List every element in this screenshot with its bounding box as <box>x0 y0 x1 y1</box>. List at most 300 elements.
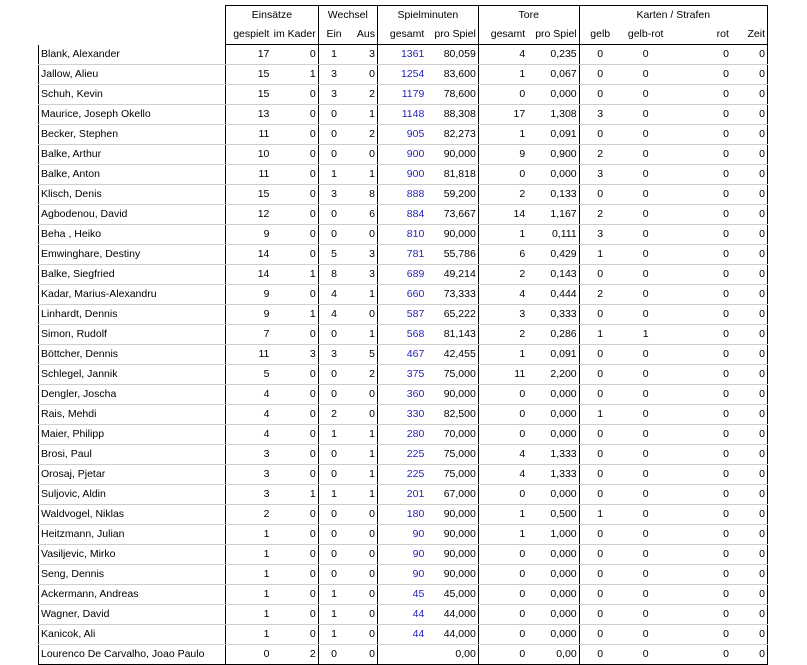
cell-minuten-pro-spiel: 55,786 <box>426 245 478 265</box>
cell-tore-pro-spiel: 0,000 <box>527 605 579 625</box>
cell-rot: 0 <box>671 105 731 125</box>
player-name: Klisch, Denis <box>39 185 226 205</box>
cell-im-kader: 0 <box>271 185 318 205</box>
cell-tore-gesamt: 0 <box>478 565 527 585</box>
player-name: Ackermann, Andreas <box>39 585 226 605</box>
cell-minuten-gesamt: 360 <box>377 385 426 405</box>
cell-minuten-pro-spiel: 82,500 <box>426 405 478 425</box>
cell-gespielt: 10 <box>226 145 272 165</box>
cell-minuten-pro-spiel: 90,000 <box>426 525 478 545</box>
cell-aus: 8 <box>349 185 377 205</box>
cell-gelb-rot: 0 <box>621 265 671 285</box>
cell-zeit: 0 <box>731 185 768 205</box>
cell-im-kader: 0 <box>271 465 318 485</box>
cell-rot: 0 <box>671 505 731 525</box>
cell-gelb: 0 <box>579 85 621 105</box>
cell-gespielt: 11 <box>226 345 272 365</box>
cell-tore-pro-spiel: 1,000 <box>527 525 579 545</box>
cell-rot: 0 <box>671 425 731 445</box>
cell-ein: 1 <box>318 45 349 65</box>
cell-minuten-pro-spiel: 0,00 <box>426 645 478 665</box>
cell-aus: 0 <box>349 385 377 405</box>
cell-tore-gesamt: 1 <box>478 345 527 365</box>
cell-tore-pro-spiel: 0,444 <box>527 285 579 305</box>
cell-im-kader: 0 <box>271 545 318 565</box>
cell-im-kader: 0 <box>271 445 318 465</box>
cell-aus: 6 <box>349 205 377 225</box>
table-row <box>39 165 768 185</box>
player-name: Brosi, Paul <box>39 445 226 465</box>
player-name: Rais, Mehdi <box>39 405 226 425</box>
cell-gelb: 0 <box>579 445 621 465</box>
player-name: Jallow, Alieu <box>39 65 226 85</box>
cell-rot: 0 <box>671 185 731 205</box>
sub-header-row <box>39 25 768 45</box>
cell-gespielt: 14 <box>226 245 272 265</box>
cell-zeit: 0 <box>731 485 768 505</box>
table-row <box>39 585 768 605</box>
cell-minuten-pro-spiel: 90,000 <box>426 385 478 405</box>
cell-im-kader: 1 <box>271 305 318 325</box>
cell-zeit: 0 <box>731 145 768 165</box>
cell-tore-gesamt: 0 <box>478 545 527 565</box>
cell-minuten-pro-spiel: 80,059 <box>426 45 478 65</box>
cell-rot: 0 <box>671 405 731 425</box>
table-row <box>39 305 768 325</box>
cell-minuten-gesamt <box>377 645 426 665</box>
cell-tore-pro-spiel: 0,000 <box>527 545 579 565</box>
cell-gelb: 3 <box>579 225 621 245</box>
cell-ein: 1 <box>318 425 349 445</box>
cell-minuten-gesamt: 781 <box>377 245 426 265</box>
header-gelb: gelb <box>579 25 621 45</box>
cell-gelb: 0 <box>579 625 621 645</box>
cell-gelb: 0 <box>579 185 621 205</box>
cell-ein: 4 <box>318 285 349 305</box>
cell-aus: 1 <box>349 325 377 345</box>
cell-im-kader: 0 <box>271 145 318 165</box>
cell-aus: 2 <box>349 85 377 105</box>
cell-im-kader: 2 <box>271 645 318 665</box>
header-ein: Ein <box>318 25 349 45</box>
cell-tore-gesamt: 11 <box>478 365 527 385</box>
cell-aus: 1 <box>349 485 377 505</box>
table-row <box>39 365 768 385</box>
cell-zeit: 0 <box>731 285 768 305</box>
cell-tore-gesamt: 1 <box>478 525 527 545</box>
player-name: Kanicok, Ali <box>39 625 226 645</box>
header-tore-pro-spiel: pro Spiel <box>527 25 579 45</box>
cell-minuten-pro-spiel: 81,143 <box>426 325 478 345</box>
cell-tore-pro-spiel: 0,000 <box>527 165 579 185</box>
cell-im-kader: 1 <box>271 265 318 285</box>
cell-gelb-rot: 0 <box>621 645 671 665</box>
cell-aus: 0 <box>349 625 377 645</box>
header-rot: rot <box>671 25 731 45</box>
cell-zeit: 0 <box>731 645 768 665</box>
cell-tore-pro-spiel: 0,111 <box>527 225 579 245</box>
cell-gelb-rot: 0 <box>621 305 671 325</box>
player-name: Schlegel, Jannik <box>39 365 226 385</box>
cell-gelb: 0 <box>579 65 621 85</box>
cell-gelb: 0 <box>579 345 621 365</box>
group-wechsel: Wechsel <box>318 6 377 26</box>
cell-im-kader: 0 <box>271 505 318 525</box>
cell-rot: 0 <box>671 525 731 545</box>
cell-tore-pro-spiel: 0,429 <box>527 245 579 265</box>
cell-rot: 0 <box>671 165 731 185</box>
cell-gelb: 0 <box>579 465 621 485</box>
cell-im-kader: 0 <box>271 605 318 625</box>
cell-minuten-gesamt: 810 <box>377 225 426 245</box>
cell-minuten-pro-spiel: 73,667 <box>426 205 478 225</box>
cell-im-kader: 3 <box>271 345 318 365</box>
cell-im-kader: 0 <box>271 45 318 65</box>
cell-tore-gesamt: 14 <box>478 205 527 225</box>
table-row <box>39 185 768 205</box>
cell-minuten-pro-spiel: 90,000 <box>426 145 478 165</box>
cell-zeit: 0 <box>731 565 768 585</box>
cell-tore-pro-spiel: 1,167 <box>527 205 579 225</box>
table-row <box>39 65 768 85</box>
cell-minuten-pro-spiel: 49,214 <box>426 265 478 285</box>
table-row <box>39 85 768 105</box>
player-name: Balke, Arthur <box>39 145 226 165</box>
cell-gelb-rot: 0 <box>621 205 671 225</box>
cell-rot: 0 <box>671 325 731 345</box>
player-name: Emwinghare, Destiny <box>39 245 226 265</box>
cell-im-kader: 0 <box>271 405 318 425</box>
cell-gelb: 0 <box>579 425 621 445</box>
cell-gespielt: 11 <box>226 125 272 145</box>
cell-ein: 0 <box>318 145 349 165</box>
cell-im-kader: 0 <box>271 285 318 305</box>
cell-tore-pro-spiel: 0,067 <box>527 65 579 85</box>
player-name: Seng, Dennis <box>39 565 226 585</box>
cell-rot: 0 <box>671 385 731 405</box>
cell-rot: 0 <box>671 125 731 145</box>
player-name: Waldvogel, Niklas <box>39 505 226 525</box>
cell-aus: 0 <box>349 565 377 585</box>
cell-zeit: 0 <box>731 545 768 565</box>
player-name: Maier, Philipp <box>39 425 226 445</box>
cell-im-kader: 0 <box>271 365 318 385</box>
cell-rot: 0 <box>671 225 731 245</box>
cell-zeit: 0 <box>731 85 768 105</box>
player-name: Agbodenou, David <box>39 205 226 225</box>
cell-im-kader: 0 <box>271 525 318 545</box>
cell-zeit: 0 <box>731 445 768 465</box>
cell-gelb: 0 <box>579 305 621 325</box>
cell-gelb: 0 <box>579 605 621 625</box>
table-row <box>39 425 768 445</box>
cell-ein: 0 <box>318 545 349 565</box>
cell-minuten-gesamt: 587 <box>377 305 426 325</box>
cell-tore-gesamt: 1 <box>478 65 527 85</box>
cell-aus: 5 <box>349 345 377 365</box>
header-gespielt: gespielt <box>226 25 272 45</box>
cell-im-kader: 0 <box>271 125 318 145</box>
cell-aus: 0 <box>349 505 377 525</box>
cell-rot: 0 <box>671 485 731 505</box>
cell-gelb-rot: 0 <box>621 485 671 505</box>
table-row <box>39 545 768 565</box>
cell-gelb-rot: 0 <box>621 185 671 205</box>
cell-minuten-pro-spiel: 75,000 <box>426 445 478 465</box>
cell-ein: 0 <box>318 205 349 225</box>
cell-gespielt: 7 <box>226 325 272 345</box>
cell-aus: 0 <box>349 585 377 605</box>
cell-aus: 3 <box>349 45 377 65</box>
cell-tore-pro-spiel: 0,000 <box>527 405 579 425</box>
player-name: Lourenco De Carvalho, Joao Paulo <box>39 645 226 665</box>
cell-im-kader: 0 <box>271 165 318 185</box>
cell-aus: 1 <box>349 285 377 305</box>
cell-tore-gesamt: 0 <box>478 625 527 645</box>
player-name: Balke, Siegfried <box>39 265 226 285</box>
cell-zeit: 0 <box>731 245 768 265</box>
player-name: Blank, Alexander <box>39 45 226 65</box>
cell-rot: 0 <box>671 45 731 65</box>
cell-gelb-rot: 0 <box>621 145 671 165</box>
cell-zeit: 0 <box>731 205 768 225</box>
header-corner <box>39 6 226 26</box>
cell-ein: 0 <box>318 225 349 245</box>
cell-tore-pro-spiel: 0,000 <box>527 585 579 605</box>
table-row <box>39 625 768 645</box>
cell-ein: 5 <box>318 245 349 265</box>
cell-rot: 0 <box>671 625 731 645</box>
group-header-row <box>39 6 768 26</box>
cell-ein: 1 <box>318 605 349 625</box>
cell-gelb-rot: 0 <box>621 545 671 565</box>
cell-minuten-pro-spiel: 67,000 <box>426 485 478 505</box>
table-row <box>39 445 768 465</box>
cell-gelb-rot: 0 <box>621 425 671 445</box>
cell-gelb-rot: 0 <box>621 525 671 545</box>
cell-zeit: 0 <box>731 105 768 125</box>
cell-gelb-rot: 0 <box>621 445 671 465</box>
cell-zeit: 0 <box>731 585 768 605</box>
cell-zeit: 0 <box>731 465 768 485</box>
cell-ein: 4 <box>318 305 349 325</box>
cell-rot: 0 <box>671 205 731 225</box>
cell-tore-pro-spiel: 0,500 <box>527 505 579 525</box>
cell-rot: 0 <box>671 85 731 105</box>
table-row <box>39 325 768 345</box>
header-gelb-rot: gelb-rot <box>621 25 671 45</box>
cell-gelb-rot: 0 <box>621 65 671 85</box>
cell-aus: 2 <box>349 365 377 385</box>
cell-tore-gesamt: 1 <box>478 505 527 525</box>
cell-minuten-gesamt: 900 <box>377 165 426 185</box>
cell-im-kader: 1 <box>271 485 318 505</box>
cell-minuten-gesamt: 905 <box>377 125 426 145</box>
cell-tore-gesamt: 1 <box>478 225 527 245</box>
group-spielminuten: Spielminuten <box>377 6 478 26</box>
cell-minuten-pro-spiel: 90,000 <box>426 545 478 565</box>
cell-ein: 3 <box>318 65 349 85</box>
cell-aus: 2 <box>349 125 377 145</box>
cell-zeit: 0 <box>731 405 768 425</box>
player-name: Becker, Stephen <box>39 125 226 145</box>
cell-ein: 0 <box>318 445 349 465</box>
table-row <box>39 405 768 425</box>
cell-gelb-rot: 0 <box>621 365 671 385</box>
cell-minuten-pro-spiel: 90,000 <box>426 505 478 525</box>
cell-gespielt: 5 <box>226 365 272 385</box>
cell-minuten-pro-spiel: 83,600 <box>426 65 478 85</box>
cell-tore-pro-spiel: 0,143 <box>527 265 579 285</box>
player-name: Heitzmann, Julian <box>39 525 226 545</box>
cell-ein: 1 <box>318 625 349 645</box>
cell-tore-gesamt: 0 <box>478 385 527 405</box>
cell-minuten-pro-spiel: 81,818 <box>426 165 478 185</box>
cell-ein: 1 <box>318 165 349 185</box>
cell-minuten-pro-spiel: 90,000 <box>426 565 478 585</box>
cell-aus: 0 <box>349 145 377 165</box>
cell-aus: 0 <box>349 305 377 325</box>
cell-ein: 3 <box>318 185 349 205</box>
cell-tore-gesamt: 4 <box>478 445 527 465</box>
cell-ein: 0 <box>318 125 349 145</box>
cell-rot: 0 <box>671 545 731 565</box>
table-row <box>39 145 768 165</box>
cell-gespielt: 9 <box>226 305 272 325</box>
cell-tore-gesamt: 0 <box>478 485 527 505</box>
table-row <box>39 345 768 365</box>
cell-zeit: 0 <box>731 305 768 325</box>
cell-gespielt: 1 <box>226 565 272 585</box>
cell-gelb-rot: 1 <box>621 325 671 345</box>
cell-im-kader: 0 <box>271 225 318 245</box>
cell-gespielt: 9 <box>226 225 272 245</box>
table-row <box>39 265 768 285</box>
player-name: Vasiljevic, Mirko <box>39 545 226 565</box>
cell-aus: 0 <box>349 645 377 665</box>
table-row <box>39 205 768 225</box>
cell-aus: 0 <box>349 525 377 545</box>
table-row <box>39 105 768 125</box>
cell-minuten-pro-spiel: 65,222 <box>426 305 478 325</box>
cell-ein: 0 <box>318 105 349 125</box>
cell-minuten-gesamt: 888 <box>377 185 426 205</box>
cell-tore-gesamt: 4 <box>478 285 527 305</box>
cell-minuten-gesamt: 225 <box>377 445 426 465</box>
cell-gelb-rot: 0 <box>621 565 671 585</box>
cell-gelb-rot: 0 <box>621 585 671 605</box>
cell-tore-pro-spiel: 1,333 <box>527 465 579 485</box>
cell-tore-gesamt: 4 <box>478 465 527 485</box>
cell-gelb: 0 <box>579 45 621 65</box>
player-name: Wagner, David <box>39 605 226 625</box>
cell-tore-gesamt: 4 <box>478 45 527 65</box>
cell-rot: 0 <box>671 285 731 305</box>
cell-minuten-pro-spiel: 44,000 <box>426 625 478 645</box>
cell-ein: 1 <box>318 485 349 505</box>
cell-aus: 3 <box>349 245 377 265</box>
cell-gelb-rot: 0 <box>621 45 671 65</box>
cell-tore-pro-spiel: 1,333 <box>527 445 579 465</box>
cell-gelb: 0 <box>579 365 621 385</box>
cell-minuten-gesamt: 900 <box>377 145 426 165</box>
cell-gespielt: 15 <box>226 185 272 205</box>
cell-minuten-gesamt: 375 <box>377 365 426 385</box>
cell-tore-gesamt: 0 <box>478 165 527 185</box>
table-row <box>39 645 768 665</box>
cell-gespielt: 1 <box>226 605 272 625</box>
cell-gelb-rot: 0 <box>621 385 671 405</box>
cell-tore-pro-spiel: 1,308 <box>527 105 579 125</box>
player-name: Dengler, Joscha <box>39 385 226 405</box>
cell-tore-gesamt: 1 <box>478 125 527 145</box>
cell-gelb-rot: 0 <box>621 285 671 305</box>
table-row <box>39 245 768 265</box>
cell-minuten-pro-spiel: 75,000 <box>426 465 478 485</box>
cell-gelb: 3 <box>579 105 621 125</box>
cell-minuten-gesamt: 201 <box>377 485 426 505</box>
cell-tore-gesamt: 0 <box>478 605 527 625</box>
table-row <box>39 285 768 305</box>
cell-im-kader: 0 <box>271 205 318 225</box>
player-name: Schuh, Kevin <box>39 85 226 105</box>
cell-minuten-gesamt: 90 <box>377 545 426 565</box>
cell-gelb-rot: 0 <box>621 85 671 105</box>
cell-gespielt: 9 <box>226 285 272 305</box>
cell-im-kader: 0 <box>271 245 318 265</box>
cell-zeit: 0 <box>731 345 768 365</box>
cell-tore-gesamt: 0 <box>478 645 527 665</box>
cell-minuten-gesamt: 225 <box>377 465 426 485</box>
cell-gelb: 2 <box>579 145 621 165</box>
cell-minuten-gesamt: 689 <box>377 265 426 285</box>
cell-aus: 0 <box>349 545 377 565</box>
cell-gelb: 2 <box>579 205 621 225</box>
cell-rot: 0 <box>671 305 731 325</box>
cell-aus: 0 <box>349 605 377 625</box>
cell-gelb-rot: 0 <box>621 625 671 645</box>
cell-im-kader: 0 <box>271 85 318 105</box>
cell-zeit: 0 <box>731 265 768 285</box>
cell-gespielt: 15 <box>226 65 272 85</box>
cell-minuten-pro-spiel: 73,333 <box>426 285 478 305</box>
cell-ein: 0 <box>318 465 349 485</box>
cell-gespielt: 12 <box>226 205 272 225</box>
cell-zeit: 0 <box>731 225 768 245</box>
cell-minuten-gesamt: 45 <box>377 585 426 605</box>
cell-tore-gesamt: 0 <box>478 405 527 425</box>
cell-im-kader: 0 <box>271 325 318 345</box>
cell-gespielt: 11 <box>226 165 272 185</box>
cell-minuten-gesamt: 1179 <box>377 85 426 105</box>
header-aus: Aus <box>349 25 377 45</box>
table-body <box>39 45 768 665</box>
cell-zeit: 0 <box>731 625 768 645</box>
cell-gespielt: 3 <box>226 485 272 505</box>
cell-ein: 3 <box>318 345 349 365</box>
cell-aus: 3 <box>349 265 377 285</box>
cell-aus: 1 <box>349 445 377 465</box>
cell-gelb-rot: 0 <box>621 245 671 265</box>
cell-tore-gesamt: 2 <box>478 325 527 345</box>
player-name: Beha , Heiko <box>39 225 226 245</box>
cell-minuten-pro-spiel: 44,000 <box>426 605 478 625</box>
cell-rot: 0 <box>671 445 731 465</box>
cell-im-kader: 0 <box>271 565 318 585</box>
cell-ein: 0 <box>318 525 349 545</box>
cell-gespielt: 13 <box>226 105 272 125</box>
cell-tore-pro-spiel: 0,000 <box>527 425 579 445</box>
